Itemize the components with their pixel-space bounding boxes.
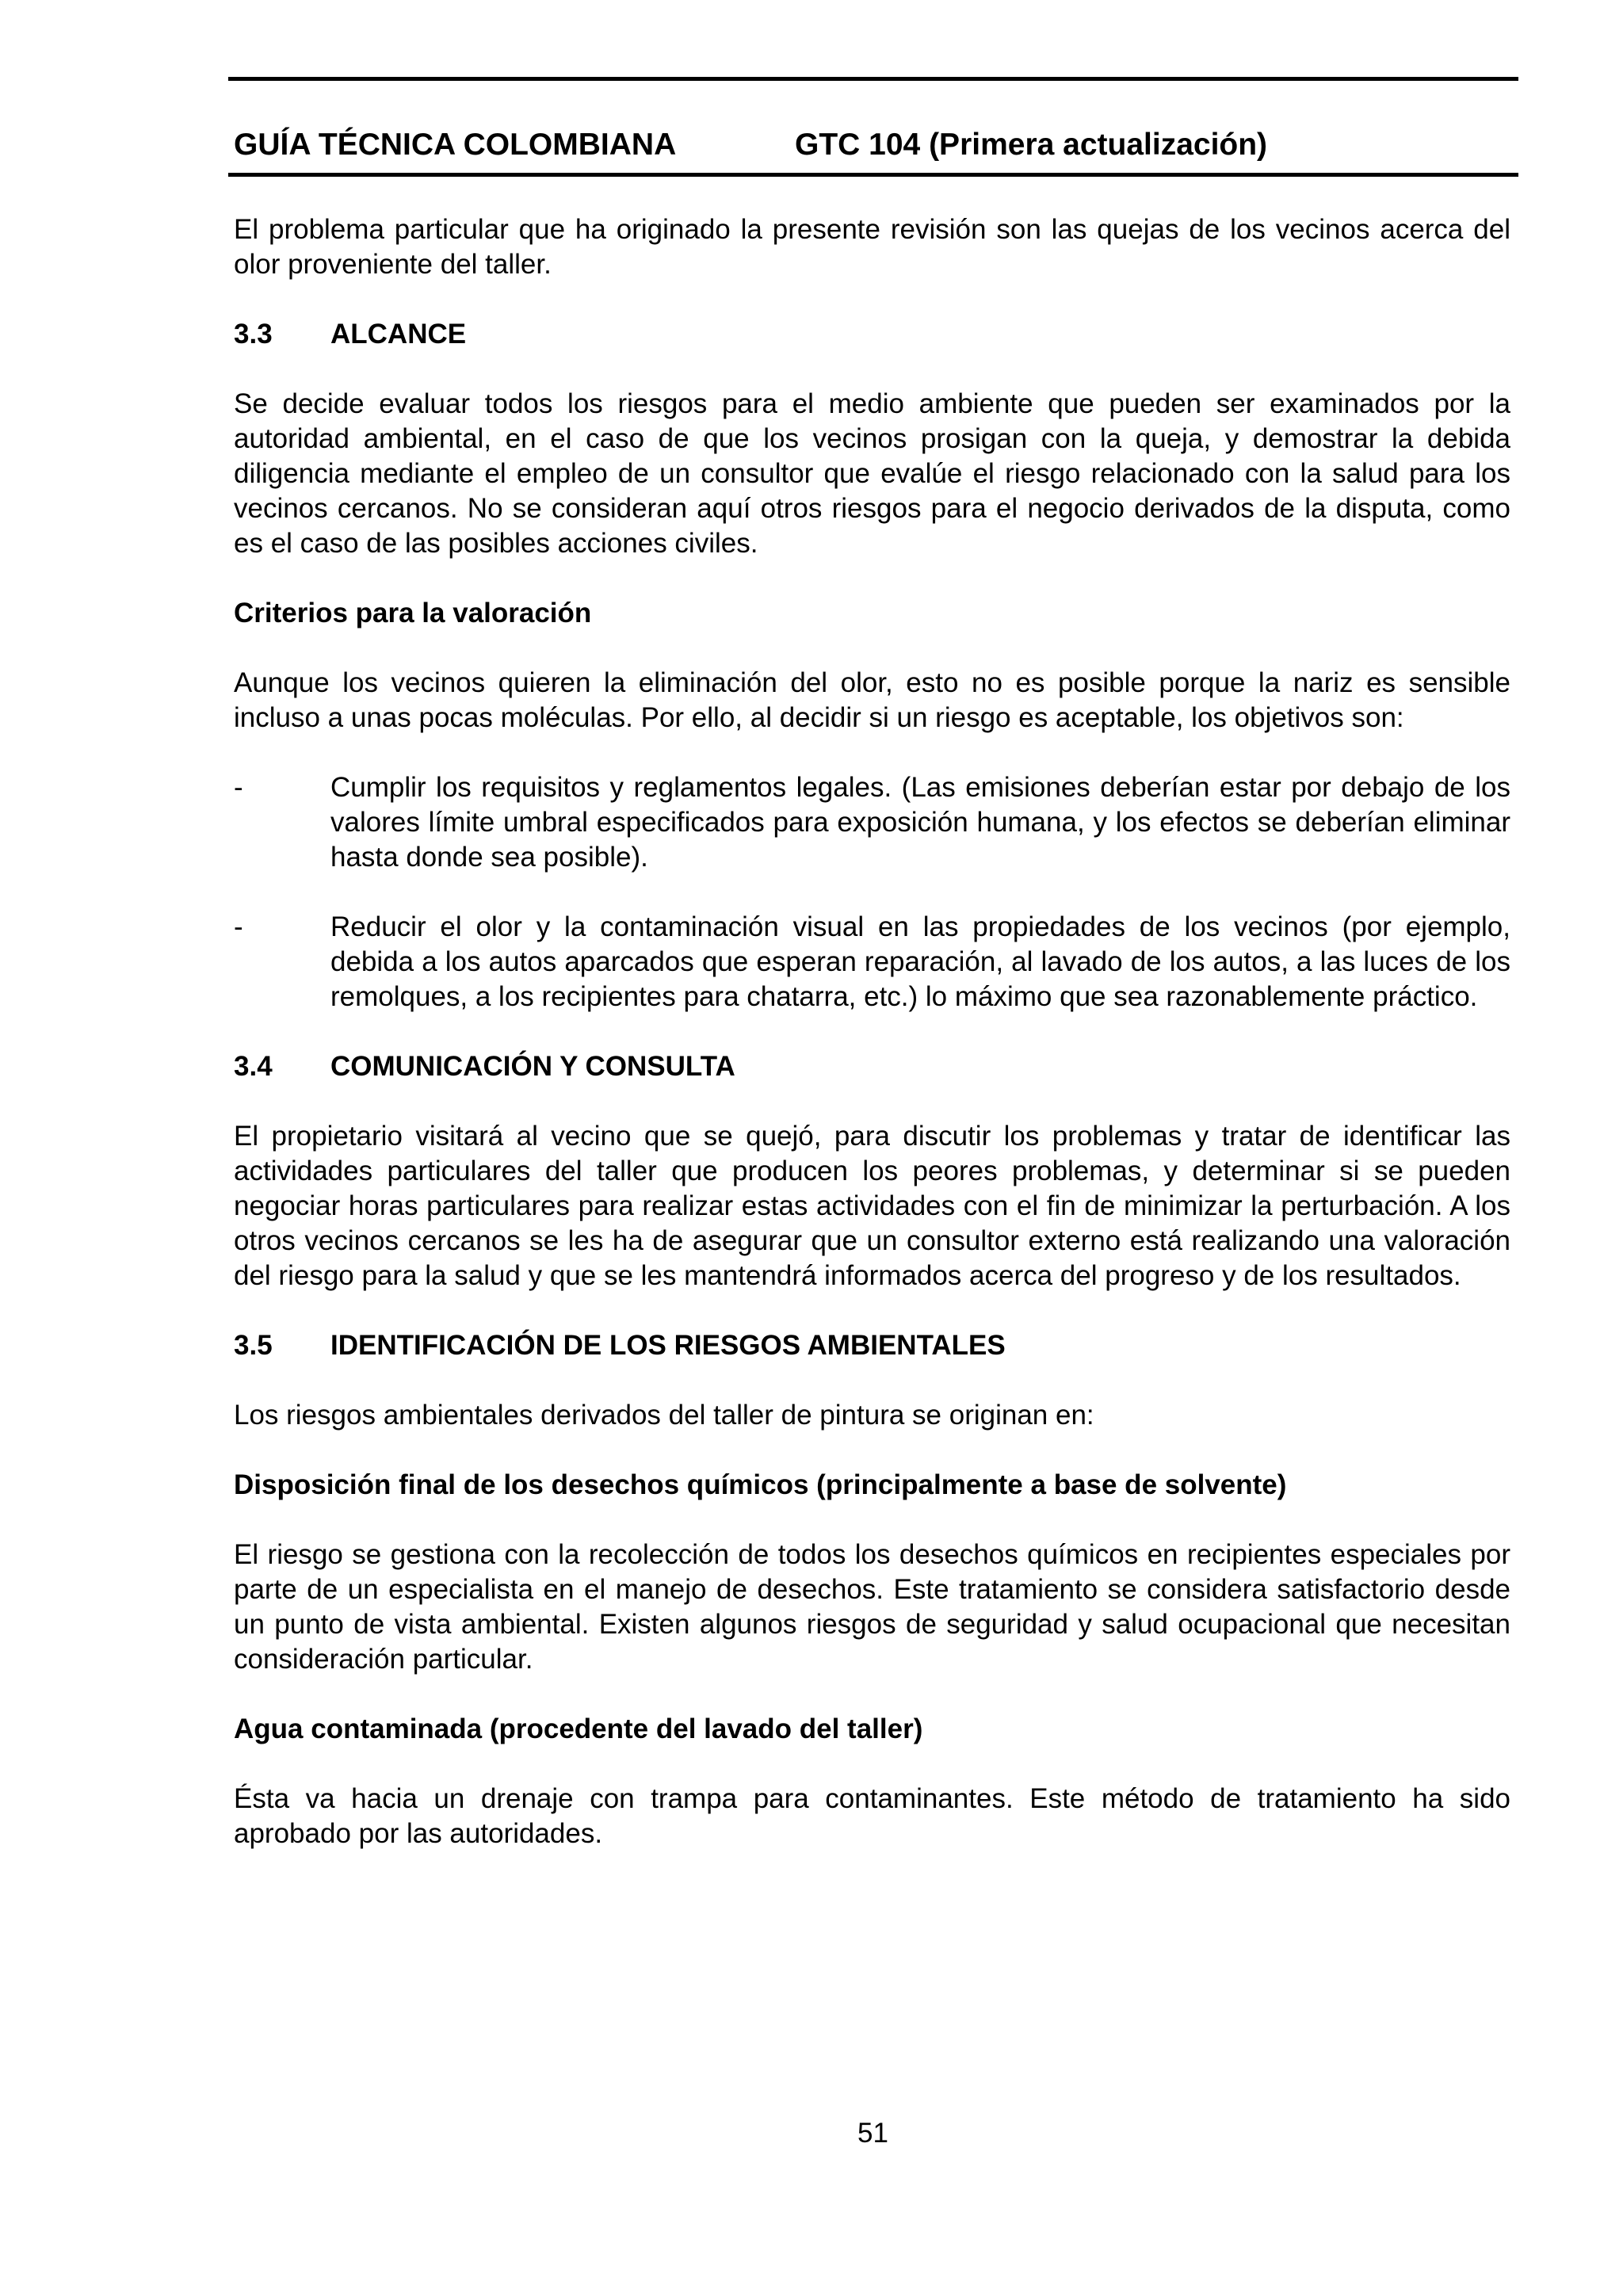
criterios-paragraph: Aunque los vecinos quieren la eliminación del olor, esto no es posible porque la nariz es sensible incluso a unas pocas moléculas. Por ello, al decidir si un riesgo es aceptable, los objetivos son:: [234, 667, 1510, 733]
header-bottom-rule: [228, 173, 1518, 177]
header-standard-code: GTC 104 (Primera actualización): [795, 128, 1268, 162]
header-top-rule: [228, 77, 1518, 81]
section-title: ALCANCE: [330, 319, 467, 350]
section-3-4-heading: [234, 1049, 1510, 1084]
page-number: 51: [857, 2118, 888, 2149]
section-title: IDENTIFICACIÓN DE LOS RIESGOS AMBIENTALES: [330, 1330, 1006, 1361]
section-number: 3.3: [234, 319, 273, 350]
list-item-text: Cumplir los requisitos y reglamentos legales. (Las emisiones deberían estar por debajo de los valores límite umbral especificados para exposición humana, y los efectos se deberían eliminar hasta donde sea posible).: [330, 772, 1510, 873]
disposicion-paragraph: El riesgo se gestiona con la recolección de todos los desechos químicos en recipientes especiales por parte de un especialista en el manejo de desechos. Este tratamiento se considera satisfactorio desde un punto de vista ambiental. Existen algunos riesgos de seguridad y salud ocupacional que necesitan consideración particular.: [234, 1539, 1510, 1675]
list-item-text: Reducir el olor y la contaminación visual en las propiedades de los vecinos (por ejemplo, debida a los autos aparcados que esperan reparación, al lavado de los autos, a las luces de los remolques, a los recipientes para chatarra, etc.) lo máximo que sea razonablemente práctico.: [330, 911, 1510, 1012]
list-item: [234, 910, 1510, 1014]
disposicion-subheading: Disposición final de los desechos químicos (principalmente a base de solvente): [234, 1469, 1287, 1500]
header-guide-name: GUÍA TÉCNICA COLOMBIANA: [234, 128, 677, 162]
section-title: COMUNICACIÓN Y CONSULTA: [330, 1051, 735, 1082]
page-body: [234, 212, 1510, 1851]
list-bullet: -: [234, 772, 243, 803]
section-3-3-paragraph: Se decide evaluar todos los riesgos para el medio ambiente que pueden ser examinados por la autoridad ambiental, en el caso de que los vecinos prosigan con la queja, y demostrar la debida diligencia mediante el empleo de un consultor que evalúe el riesgo relacionado con la salud para los vecinos cercanos. No se consideran aquí otros riesgos para el negocio derivados de la disputa, como es el caso de las posibles acciones civiles.: [234, 388, 1510, 559]
agua-paragraph: Ésta va hacia un drenaje con trampa para contaminantes. Este método de tratamiento ha sido aprobado por las autoridades.: [234, 1783, 1510, 1849]
list-item: [234, 770, 1510, 875]
agua-subheading: Agua contaminada (procedente del lavado del taller): [234, 1713, 923, 1744]
intro-paragraph: El problema particular que ha originado la presente revisión son las quejas de los vecinos acerca del olor proveniente del taller.: [234, 214, 1510, 280]
section-3-5-paragraph: Los riesgos ambientales derivados del taller de pintura se originan en:: [234, 1400, 1094, 1431]
section-3-5-heading: [234, 1328, 1510, 1363]
section-number: 3.4: [234, 1051, 273, 1082]
section-3-3-heading: [234, 317, 1510, 352]
list-bullet: -: [234, 911, 243, 942]
section-number: 3.5: [234, 1330, 273, 1361]
section-3-4-paragraph: El propietario visitará al vecino que se quejó, para discutir los problemas y tratar de identificar las actividades particulares del taller que producen los peores problemas, y determinar si se pueden negociar horas particulares para realizar estas actividades con el fin de minimizar la perturbación. A los otros vecinos cercanos se les ha de asegurar que un consultor externo está realizando una valoración del riesgo para la salud y que se les mantendrá informados acerca del progreso y de los resultados.: [234, 1121, 1510, 1291]
criterios-subheading: Criterios para la valoración: [234, 598, 592, 628]
